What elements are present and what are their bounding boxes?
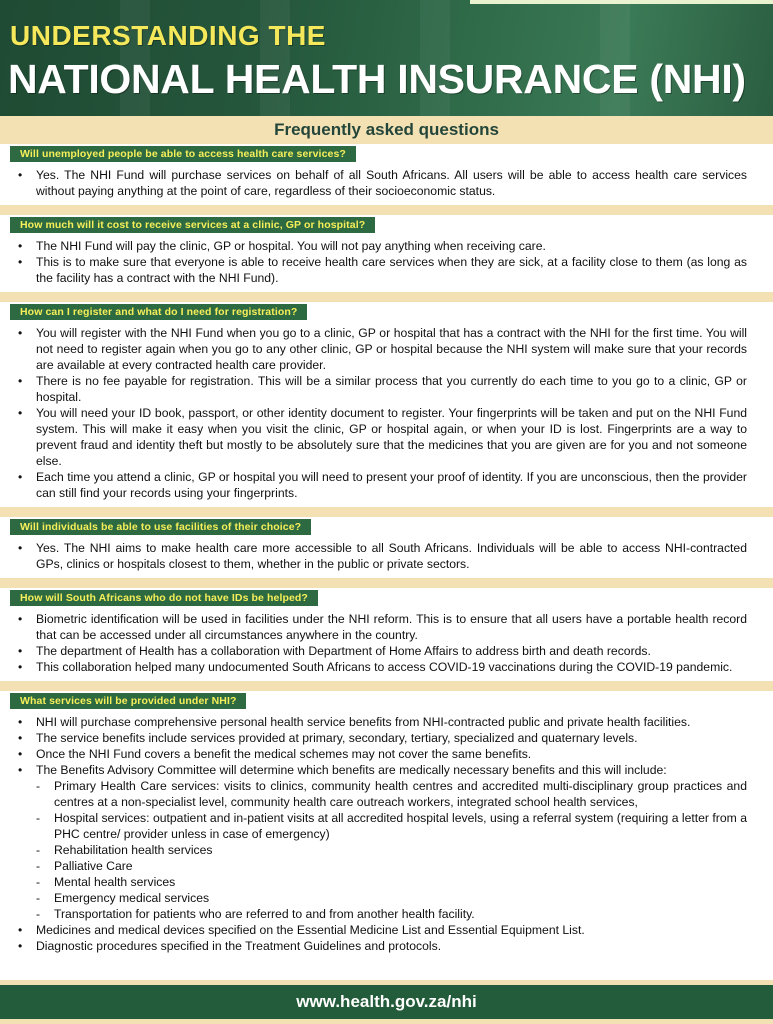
sub-list-item bbox=[36, 810, 747, 842]
answer-block bbox=[0, 163, 773, 205]
answer-text: The department of Health has a collaboration with Department of Home Affairs to address birth and death records. bbox=[36, 644, 651, 658]
bullet-icon: • bbox=[18, 660, 23, 674]
faq-section bbox=[0, 517, 773, 578]
bullet-icon: • bbox=[18, 715, 23, 729]
answer-text: You will need your ID book, passport, or other identity document to register. Your fingerprints will be taken and put on the NHI Fund system. This will make it easy when you visit the clinic, GP or hospital again, or when your ID is lost. Fingerprints are a way to prevent fraud and identity theft but mostly to be absolutely sure that the medicines that you are given are for you and not someone else. bbox=[36, 406, 747, 468]
faq-section bbox=[0, 215, 773, 292]
sub-list-item bbox=[36, 842, 747, 858]
bullet-icon: • bbox=[18, 731, 23, 745]
bullet-icon: • bbox=[18, 239, 23, 253]
sub-item-text: Palliative Care bbox=[54, 859, 133, 873]
sub-item-text: Mental health services bbox=[54, 875, 176, 889]
list-item bbox=[10, 714, 747, 730]
list-item bbox=[10, 540, 747, 572]
section-divider bbox=[0, 292, 773, 302]
list-item bbox=[10, 762, 747, 922]
bullet-icon: • bbox=[18, 644, 23, 658]
dash-icon: - bbox=[36, 779, 41, 793]
section-divider bbox=[0, 681, 773, 691]
bullet-icon: • bbox=[18, 612, 23, 626]
faq-heading: Frequently asked questions bbox=[274, 120, 499, 139]
faq-section bbox=[0, 691, 773, 960]
header-kicker: UNDERSTANDING THE bbox=[10, 20, 326, 51]
list-item bbox=[10, 405, 747, 469]
list-item bbox=[10, 325, 747, 373]
bullet-icon: • bbox=[18, 470, 23, 484]
sub-list-item bbox=[36, 874, 747, 890]
answer-text: Each time you attend a clinic, GP or hospital you will need to present your proof of identity. If you are unconscious, then the provider can still find your records using your fingerprints. bbox=[36, 470, 747, 500]
dash-icon: - bbox=[36, 843, 41, 857]
list-item bbox=[10, 469, 747, 501]
question-row bbox=[0, 144, 773, 163]
answer-text: Biometric identification will be used in facilities under the NHI reform. This is to ensure that all users have a portable health record that can be accessed under all circumstances anywhere in the country. bbox=[36, 612, 747, 642]
answer-text: There is no fee payable for registration. This will be a similar process that you currently do each time to you go to a clinic, GP or hospital. bbox=[36, 374, 747, 404]
section-divider bbox=[0, 205, 773, 215]
dash-icon: - bbox=[36, 859, 41, 873]
list-item bbox=[10, 167, 747, 199]
bullet-icon: • bbox=[18, 326, 23, 340]
answer-list bbox=[10, 611, 747, 675]
bullet-icon: • bbox=[18, 374, 23, 388]
answer-text: This is to make sure that everyone is able to receive health care services when they are sick, at a facility close to them (as long as the facility has a contract with the NHI Fund). bbox=[36, 255, 747, 285]
faq-section bbox=[0, 144, 773, 205]
bullet-icon: • bbox=[18, 541, 23, 555]
bullet-icon: • bbox=[18, 255, 23, 269]
list-item bbox=[10, 938, 747, 954]
sub-list-item bbox=[36, 906, 747, 922]
sub-item-text: Primary Health Care services: visits to clinics, community health centres and accredited multi-disciplinary group practices and centres at a non-specialist level, community health care outreach workers, integrated school health services, bbox=[54, 779, 747, 809]
faq-content bbox=[0, 144, 773, 960]
answer-text: Yes. The NHI aims to make health care more accessible to all South Africans. Individuals will be able to access NHI-contracted GPs, clinics or hospitals closest to them, whether in the public or private sectors. bbox=[36, 541, 747, 571]
question-row bbox=[0, 517, 773, 536]
header-banner bbox=[0, 0, 773, 116]
question-label: How much will it cost to receive services at a clinic, GP or hospital? bbox=[10, 217, 375, 233]
bullet-icon: • bbox=[18, 763, 23, 777]
sub-item-text: Rehabilitation health services bbox=[54, 843, 213, 857]
question-row bbox=[0, 215, 773, 234]
bullet-icon: • bbox=[18, 747, 23, 761]
sub-list bbox=[36, 778, 747, 922]
dash-icon: - bbox=[36, 811, 41, 825]
page-title: NATIONAL HEALTH INSURANCE (NHI) bbox=[8, 56, 746, 102]
list-item bbox=[10, 922, 747, 938]
answer-list bbox=[10, 714, 747, 954]
question-label: Will individuals be able to use facilities of their choice? bbox=[10, 519, 311, 535]
answer-text: Once the NHI Fund covers a benefit the medical schemes may not cover the same benefits. bbox=[36, 747, 532, 761]
answer-list bbox=[10, 167, 747, 199]
answer-text: This collaboration helped many undocumented South Africans to access COVID-19 vaccinations during the COVID-19 pandemic. bbox=[36, 660, 733, 674]
dash-icon: - bbox=[36, 891, 41, 905]
answer-text: The NHI Fund will pay the clinic, GP or hospital. You will not pay anything when receiving care. bbox=[36, 239, 546, 253]
list-item bbox=[10, 643, 747, 659]
sub-list-item bbox=[36, 890, 747, 906]
section-divider bbox=[0, 578, 773, 588]
faq-section bbox=[0, 588, 773, 681]
answer-list bbox=[10, 325, 747, 501]
faq-section bbox=[0, 302, 773, 507]
answer-block bbox=[0, 321, 773, 507]
question-row bbox=[0, 691, 773, 710]
answer-list bbox=[10, 238, 747, 286]
sub-list-item bbox=[36, 858, 747, 874]
list-item bbox=[10, 373, 747, 405]
sub-item-text: Emergency medical services bbox=[54, 891, 210, 905]
question-label: What services will be provided under NHI? bbox=[10, 693, 246, 709]
question-row bbox=[0, 302, 773, 321]
list-item bbox=[10, 746, 747, 762]
list-item bbox=[10, 254, 747, 286]
answer-text: Medicines and medical devices specified on the Essential Medicine List and Essential Equipment List. bbox=[36, 923, 585, 937]
question-label: How will South Africans who do not have IDs be helped? bbox=[10, 590, 318, 606]
footer-url-link[interactable]: www.health.gov.za/nhi bbox=[296, 992, 477, 1011]
bullet-icon: • bbox=[18, 939, 23, 953]
question-label: How can I register and what do I need for registration? bbox=[10, 304, 307, 320]
list-item bbox=[10, 611, 747, 643]
footer bbox=[0, 980, 773, 1024]
footer-bar bbox=[0, 985, 773, 1019]
bullet-icon: • bbox=[18, 406, 23, 420]
bullet-icon: • bbox=[18, 168, 23, 182]
list-item bbox=[10, 659, 747, 675]
list-item bbox=[10, 730, 747, 746]
section-divider bbox=[0, 507, 773, 517]
question-label: Will unemployed people be able to access health care services? bbox=[10, 146, 356, 162]
answer-text: You will register with the NHI Fund when you go to a clinic, GP or hospital that has a contract with the NHI for the first time. You will not need to register again when you go to any other clinic, GP or hospital because the NHI system will make sure that your records are available at every contracted health care provider. bbox=[36, 326, 747, 372]
answer-block bbox=[0, 234, 773, 292]
bullet-icon: • bbox=[18, 923, 23, 937]
sub-item-text: Transportation for patients who are referred to and from another health facility. bbox=[54, 907, 475, 921]
answer-list bbox=[10, 540, 747, 572]
answer-block bbox=[0, 710, 773, 960]
list-item bbox=[10, 238, 747, 254]
answer-text: The Benefits Advisory Committee will determine which benefits are medically necessary benefits and this will include: bbox=[36, 763, 667, 777]
faq-heading-band bbox=[0, 116, 773, 144]
sub-list-item bbox=[36, 778, 747, 810]
answer-text: The service benefits include services provided at primary, secondary, tertiary, specialized and quaternary levels. bbox=[36, 731, 638, 745]
question-row bbox=[0, 588, 773, 607]
dash-icon: - bbox=[36, 875, 41, 889]
answer-text: NHI will purchase comprehensive personal health service benefits from NHI-contracted public and private health facilities. bbox=[36, 715, 691, 729]
dash-icon: - bbox=[36, 907, 41, 921]
answer-block bbox=[0, 607, 773, 681]
answer-text: Diagnostic procedures specified in the Treatment Guidelines and protocols. bbox=[36, 939, 442, 953]
sub-item-text: Hospital services: outpatient and in-patient visits at all accredited hospital levels, using a referral system (requiring a letter from a PHC centre/ provider unless in case of emergency) bbox=[54, 811, 747, 841]
answer-text: Yes. The NHI Fund will purchase services on behalf of all South Africans. All users will be able to access health care services without paying anything at the point of care, regardless of their socioeconomic status. bbox=[36, 168, 747, 198]
answer-block bbox=[0, 536, 773, 578]
